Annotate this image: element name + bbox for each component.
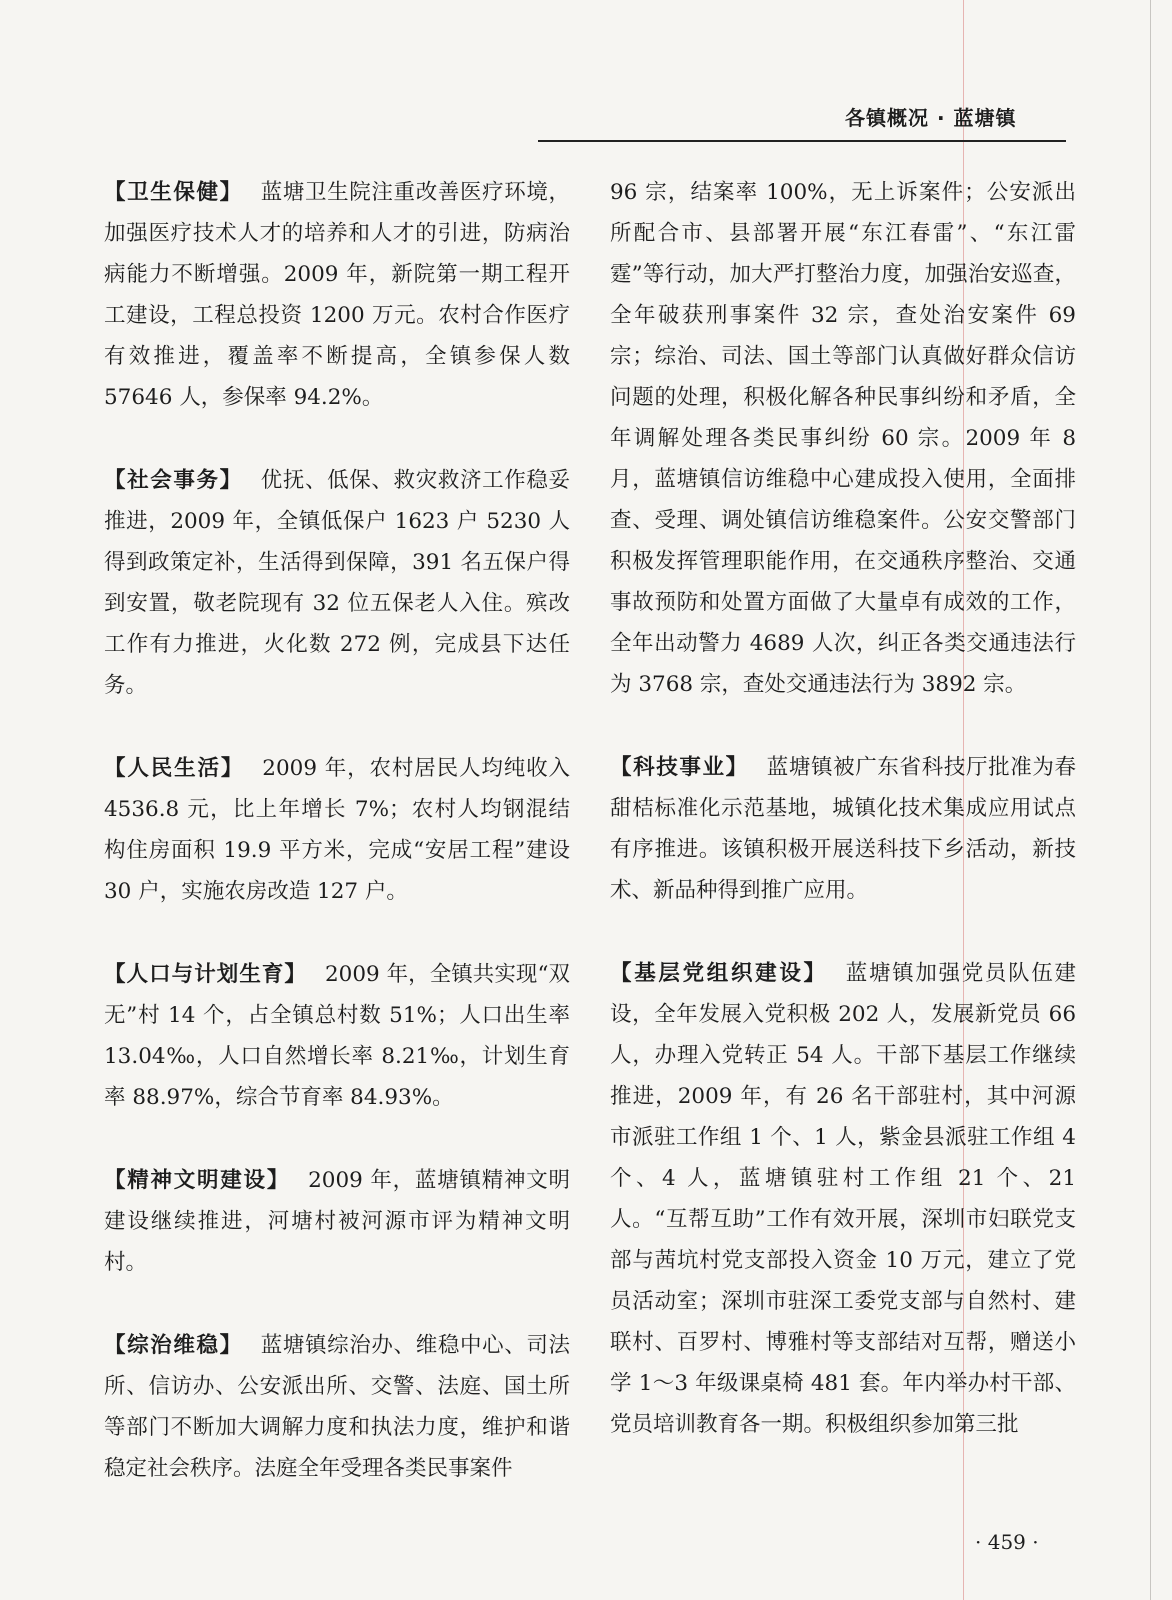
section-body: 蓝塘镇综治办、维稳中心、司法所、信访办、公安派出所、交警、法庭、国土所等部门不断加大调解力度和执法力度，维护和谐稳定社会秩序。法庭全年受理各类民事案件 [104, 1333, 570, 1481]
section-science-tech [610, 747, 1076, 911]
section-public-security [104, 1325, 570, 1489]
section-body: 蓝塘卫生院注重改善医疗环境，加强医疗技术人才的培养和人才的引进，防病治病能力不断增强。2009 年，新院第一期工程开工建设，工程总投资 1200 万元。农村合作医疗有效推进，覆盖率不断提高，全镇参保人数 57646 人，参保率 94.2%。 [104, 180, 570, 410]
section-title: 【人口与计划生育】 [104, 962, 307, 987]
right-column [610, 172, 1076, 1487]
section-title: 【人民生活】 [104, 756, 245, 781]
section-body: 2009 年，全镇共实现“双无”村 14 个，占全镇总村数 51%；人口出生率 13.04‰，人口自然增长率 8.21‰，计划生育率 88.97%，综合节育率 84.93%。 [104, 962, 570, 1110]
section-party-building [610, 953, 1076, 1445]
running-header-title: 各镇概况 · 蓝塘镇 [845, 106, 1017, 130]
section-title: 【综治维稳】 [104, 1333, 243, 1358]
section-title: 【基层党组织建设】 [610, 961, 828, 986]
section-title: 【精神文明建设】 [104, 1168, 291, 1193]
section-population-planning [104, 954, 570, 1118]
section-health [104, 172, 570, 418]
section-body: 蓝塘镇加强党员队伍建设，全年发展入党积极 202 人，发展新党员 66 人，办理入党转正 54 人。干部下基层工作继续推进，2009 年，有 26 名干部驻村，其中河源市派驻工作组 1 个、1 人，紫金县派驻工作组 4 个、4 人，蓝塘镇驻村工作组 21 个、21 人。“互帮互助”工作有效开展，深圳市妇联党支部与茜坑村党支部投入资金 10 万元，建立了党员活动室；深圳市驻深工委党支部与自然村、建联村、百罗村、博雅村等支部结对互帮，赠送小学 1～3 年级课桌椅 481 套。年内举办村干部、党员培训教育各一期。积极组织参加第三批 [610, 961, 1076, 1437]
page-edge-shadow [1150, 0, 1151, 1600]
section-title: 【科技事业】 [610, 755, 749, 780]
section-body: 2009 年，蓝塘镇精神文明建设继续推进，河塘村被河源市评为精神文明村。 [104, 1168, 570, 1275]
header-rule [538, 140, 1066, 142]
left-column [104, 172, 570, 1531]
section-social-affairs [104, 460, 570, 706]
section-body: 2009 年，农村居民人均纯收入 4536.8 元，比上年增长 7%；农村人均钢混结构住房面积 19.9 平方米，完成“安居工程”建设 30 户，实施农房改造 127 户。 [104, 756, 570, 904]
section-body: 优抚、低保、救灾救济工作稳妥推进，2009 年，全镇低保户 1623 户 5230 人得到政策定补，生活得到保障，391 名五保户得到安置，敬老院现有 32 位五保老人入住。殡改工作有力推进，火化数 272 例，完成县下达任务。 [104, 468, 570, 698]
section-title: 【社会事务】 [104, 468, 243, 493]
page-number: · 459 · [975, 1530, 1039, 1554]
section-body: 蓝塘镇被广东省科技厅批准为春甜桔标准化示范基地，城镇化技术集成应用试点有序推进。该镇积极开展送科技下乡活动，新技术、新品种得到推广应用。 [610, 755, 1076, 903]
continued-paragraph: 96 宗，结案率 100%，无上诉案件；公安派出所配合市、县部署开展“东江春雷”、“东江雷霆”等行动，加大严打整治力度，加强治安巡查，全年破获刑事案件 32 宗，查处治安案件 69 宗；综治、司法、国土等部门认真做好群众信访问题的处理，积极化解各种民事纠纷和矛盾，全年调解处理各类民事纠纷 60 宗。2009 年 8 月，蓝塘镇信访维稳中心建成投入使用，全面排查、受理、调处镇信访维稳案件。公安交警部门积极发挥管理职能作用，在交通秩序整治、交通事故预防和处置方面做了大量卓有成效的工作，全年出动警力 4689 人次，纠正各类交通违法行为 3768 宗，查处交通违法行为 3892 宗。 [610, 180, 1076, 697]
section-civilization [104, 1160, 570, 1283]
section-title: 【卫生保健】 [104, 180, 243, 205]
section-livelihood [104, 748, 570, 912]
